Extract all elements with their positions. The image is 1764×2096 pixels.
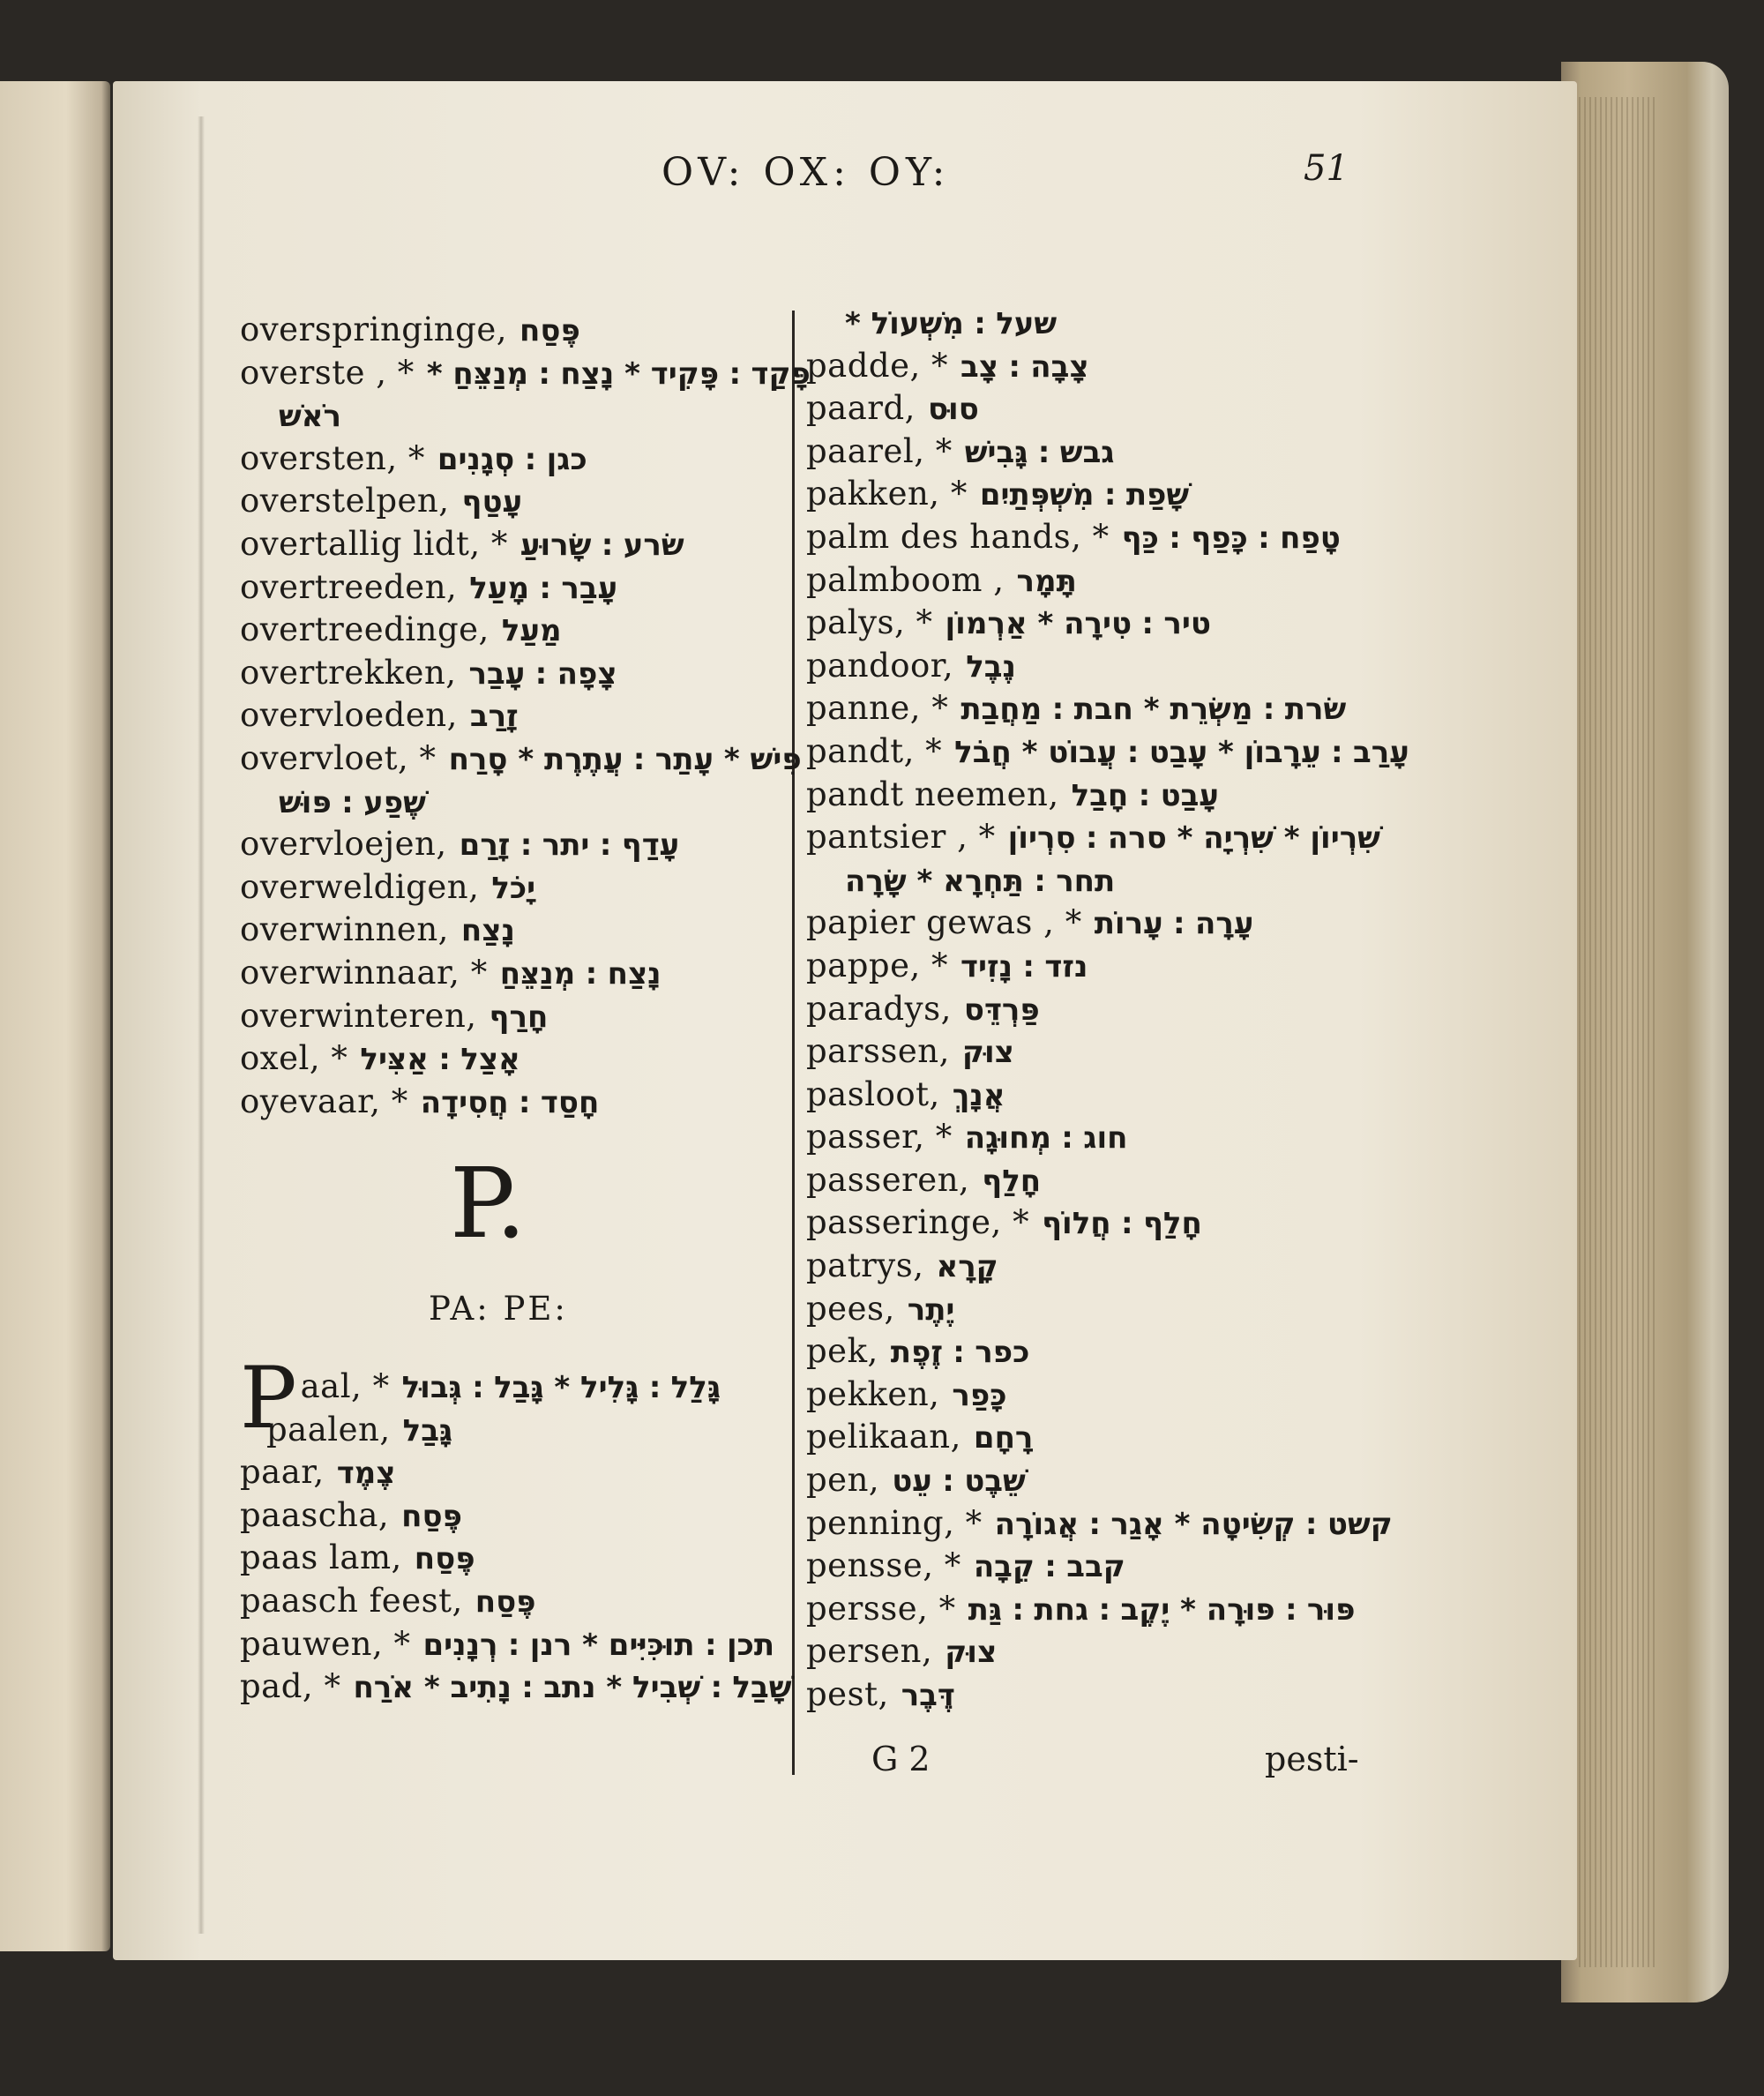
entry-word: pasloot, bbox=[806, 1074, 940, 1113]
entry-hebrew: אָצַל ׃ אַצִּיל bbox=[360, 1042, 520, 1078]
left-column-entries bbox=[240, 309, 811, 1123]
dictionary-entry bbox=[240, 1451, 778, 1494]
dictionary-entry bbox=[240, 866, 778, 910]
entry-hebrew: שִׁרְיוֹן * שִׁרְיָה * סרה ׃ סִרְיוֹן bbox=[1007, 820, 1380, 857]
entry-hebrew: עָרַב ׃ עֵרָבוֹן * עָבַט ׃ עֲבוֹט * חֲבֹל bbox=[954, 734, 1409, 770]
dictionary-entry bbox=[806, 1673, 1353, 1717]
dictionary-entry bbox=[806, 516, 1353, 559]
entry-word: overwinnen, bbox=[240, 910, 449, 949]
entry-hebrew: צוּק bbox=[961, 1035, 1014, 1071]
dictionary-entry bbox=[806, 1459, 1353, 1502]
entry-word: pekken, bbox=[806, 1374, 940, 1413]
dictionary-entry bbox=[806, 1374, 1353, 1417]
dictionary-entry bbox=[806, 902, 1353, 945]
entry-hebrew: סוּס bbox=[927, 392, 979, 428]
entry-word: pees, bbox=[806, 1289, 895, 1328]
dictionary-entry bbox=[806, 1288, 1353, 1331]
dictionary-entry bbox=[240, 694, 778, 737]
column-divider bbox=[792, 311, 795, 1775]
entry-hebrew: עָרָה ׃ עָרוֹת bbox=[1094, 906, 1254, 942]
entry-word: overweldigen, bbox=[240, 867, 480, 906]
page-number: 51 bbox=[1304, 148, 1349, 189]
entry-hebrew: נָצַח bbox=[460, 913, 515, 949]
entry-hebrew: שָׁבַל ׃ שְׁבִיל * נתב ׃ נָתִיב * אֹרַח bbox=[353, 1670, 792, 1706]
entry-hebrew: תחר ׃ תַּחְרָא * שָׂרָה bbox=[845, 863, 1116, 899]
entry-word: overspringinge, bbox=[240, 311, 507, 348]
dictionary-entry bbox=[806, 602, 1353, 645]
dictionary-entry bbox=[240, 394, 778, 438]
entry-word: overtallig lidt, * bbox=[240, 524, 508, 563]
entry-word: overwinteren, bbox=[240, 996, 477, 1035]
entry-hebrew: פֶּסַח bbox=[475, 1583, 536, 1620]
dictionary-entry bbox=[806, 687, 1353, 730]
entry-hebrew: תכן ׃ תוּכִּיִּים * רנן ׃ רְנָנִים bbox=[422, 1627, 775, 1663]
entry-word: pad, * bbox=[240, 1667, 341, 1706]
entry-hebrew: טָפַח ׃ כָּפַף ׃ כַּף bbox=[1121, 520, 1341, 556]
entry-word: passeren, bbox=[806, 1160, 970, 1199]
right-column-entries bbox=[806, 302, 1409, 1717]
section-letter: P. bbox=[450, 1147, 527, 1260]
entry-hebrew: קָרָא bbox=[936, 1249, 998, 1285]
entry-hebrew: רָחָם bbox=[973, 1420, 1034, 1456]
catchword: pesti- bbox=[1265, 1740, 1359, 1778]
entry-word: overstelpen, bbox=[240, 482, 450, 520]
entry-word: pauwen, * bbox=[240, 1624, 411, 1663]
dictionary-entry bbox=[806, 859, 1353, 902]
entry-word: pelikaan, bbox=[806, 1418, 961, 1456]
dictionary-entry bbox=[806, 1588, 1356, 1631]
entry-hebrew: שׂרע ׃ שָׂרוּעַ bbox=[519, 527, 684, 563]
entry-hebrew: צֶמֶד bbox=[336, 1456, 396, 1492]
dictionary-entry bbox=[806, 1330, 1353, 1374]
entry-hebrew: כפר ׃ זֶפֶת bbox=[890, 1335, 1030, 1371]
entry-word: overwinnaar, * bbox=[240, 953, 488, 992]
dictionary-entry bbox=[806, 1245, 1353, 1288]
entry-word: palmboom , bbox=[806, 560, 1005, 599]
dictionary-entry bbox=[240, 1666, 792, 1709]
entry-word: panne, * bbox=[806, 689, 949, 728]
dictionary-entry bbox=[240, 1537, 778, 1580]
entry-word: paradys, bbox=[806, 989, 952, 1028]
entry-hebrew: נָצַח ׃ מְנַצֵּחַ bbox=[499, 955, 662, 992]
entry-hebrew: צָפָה ׃ עָבַר bbox=[468, 655, 617, 692]
entry-hebrew: קבב ׃ קֵבָה bbox=[973, 1549, 1125, 1585]
entry-hebrew: פֶּסַח bbox=[519, 313, 580, 348]
entry-word: palm des hands, * bbox=[806, 517, 1110, 556]
entry-hebrew: טיר ׃ טִירָה * אַרְמוֹן bbox=[945, 606, 1211, 642]
running-header: OV: OX: OY: bbox=[662, 150, 951, 195]
entry-word: pantsier , * bbox=[806, 818, 996, 857]
dictionary-entry bbox=[240, 1409, 778, 1452]
dictionary-entry bbox=[240, 352, 811, 395]
entry-hebrew: גָּלַל ׃ גָּלִיל * גָּבַל ׃ גְּבוּל bbox=[401, 1370, 721, 1405]
entry-hebrew: מַעַל bbox=[501, 613, 562, 649]
entry-hebrew: פָּקַד ׃ פָּקִיד * נָצַח ׃ מְנַצֵּחַ * bbox=[426, 356, 811, 392]
entry-hebrew: זָרַב bbox=[469, 699, 519, 735]
dictionary-entry bbox=[240, 737, 802, 781]
entry-hebrew: קשט ׃ קְשִׂיטָה * אָגַר ׃ אֲגוֹרָה bbox=[994, 1506, 1393, 1542]
entry-word: paas lam, bbox=[240, 1538, 402, 1577]
dictionary-entry bbox=[806, 345, 1353, 388]
gutter-shadow bbox=[198, 116, 205, 1934]
entry-word: persse, * bbox=[806, 1589, 956, 1628]
dictionary-entry bbox=[240, 438, 778, 481]
dictionary-entry bbox=[240, 781, 778, 824]
dictionary-entry bbox=[240, 909, 778, 952]
dictionary-entry bbox=[240, 1580, 778, 1623]
entry-hebrew: פֶּסַח bbox=[401, 1498, 463, 1534]
dictionary-entry bbox=[806, 1116, 1353, 1159]
entry-hebrew: שֵׁבֶט ׃ עֵט bbox=[892, 1463, 1026, 1500]
entry-word: paarel, * bbox=[806, 431, 953, 470]
entry-word: overste , * bbox=[240, 353, 415, 392]
entry-hebrew: גָּבַל bbox=[402, 1412, 453, 1448]
entry-word: pandt, * bbox=[806, 731, 943, 770]
section-subhead: PA: PE: bbox=[429, 1290, 568, 1328]
entry-hebrew: עָבַט ׃ חָבַל bbox=[1071, 777, 1220, 813]
entry-hebrew: פִּישׁ * עָתַר ׃ עֲתֶרֶת * סָרַח bbox=[448, 741, 802, 777]
entry-hebrew: פֶּסַח bbox=[414, 1541, 475, 1577]
dictionary-entry bbox=[806, 1416, 1353, 1459]
entry-word: overvloeden, bbox=[240, 696, 458, 735]
entry-hebrew: פַּרְדֵּס bbox=[963, 992, 1040, 1028]
entry-word: oxel, * bbox=[240, 1039, 348, 1078]
entry-word: overtreedinge, bbox=[240, 610, 490, 649]
entry-hebrew: תָּמָר bbox=[1016, 563, 1077, 599]
dictionary-entry bbox=[806, 774, 1353, 817]
dictionary-entry bbox=[806, 430, 1353, 474]
entry-word: oyevaar, * bbox=[240, 1082, 408, 1120]
entry-word: pappe, * bbox=[806, 946, 949, 984]
dictionary-entry bbox=[806, 945, 1353, 988]
entry-hebrew: דֶּבֶר bbox=[901, 1678, 955, 1713]
left-column-p-entries bbox=[240, 1349, 792, 1709]
entry-hebrew: פּוּר ׃ פּוּרָה * יֶקֶב ׃ גחת ׃ גַּת bbox=[968, 1591, 1356, 1628]
entry-word: pandt neemen, bbox=[806, 775, 1059, 813]
entry-word: paalen, bbox=[266, 1410, 391, 1448]
entry-word: aal, * bbox=[300, 1367, 390, 1405]
entry-hebrew: עָטַף bbox=[461, 484, 523, 520]
dictionary-entry bbox=[806, 1030, 1353, 1074]
dictionary-entry bbox=[240, 1037, 778, 1081]
dictionary-entry bbox=[806, 1502, 1393, 1546]
dictionary-entry bbox=[240, 995, 778, 1038]
entry-word: pen, bbox=[806, 1461, 880, 1500]
entry-hebrew: נזד ׃ נָזִיד bbox=[960, 948, 1088, 984]
entry-hebrew: עָבַר ׃ מָעַל bbox=[469, 570, 618, 606]
entry-hebrew: יָכֹל bbox=[491, 870, 536, 906]
entry-word: papier gewas , * bbox=[806, 903, 1082, 942]
dictionary-entry bbox=[806, 645, 1353, 688]
dictionary-entry bbox=[240, 652, 778, 695]
entry-word: passeringe, * bbox=[806, 1203, 1030, 1242]
entry-word: persen, bbox=[806, 1632, 933, 1671]
dictionary-entry bbox=[806, 1159, 1353, 1202]
entry-word: patrys, bbox=[806, 1246, 924, 1285]
entry-word: overtreeden, bbox=[240, 567, 458, 606]
dictionary-entry bbox=[240, 480, 778, 523]
entry-hebrew: חוג ׃ מְחוּגָה bbox=[964, 1120, 1128, 1157]
entry-word: pek, bbox=[806, 1332, 878, 1371]
entry-hebrew: חָלַף bbox=[982, 1163, 1042, 1199]
entry-hebrew: שָׁפַת ׃ מִשְׁפְּתַיִם bbox=[979, 477, 1190, 513]
entry-word: overtrekken, bbox=[240, 653, 457, 692]
entry-hebrew: עָדַף ׃ יתר ׃ זָרַם bbox=[459, 827, 680, 864]
dictionary-entry bbox=[806, 387, 1353, 430]
entry-hebrew: כָּפַר bbox=[952, 1377, 1007, 1413]
dictionary-entry bbox=[240, 309, 778, 352]
entry-word: paascha, bbox=[240, 1495, 390, 1534]
dictionary-entry bbox=[806, 1074, 1353, 1117]
dictionary-entry bbox=[806, 302, 1353, 345]
entry-hebrew: נֶבֶל bbox=[966, 648, 1016, 685]
drop-cap: P bbox=[240, 1349, 297, 1448]
entry-hebrew: חָסַד ׃ חֲסִידָה bbox=[420, 1084, 600, 1120]
dictionary-entry bbox=[240, 566, 778, 610]
entry-hebrew: חָרַף bbox=[489, 999, 549, 1035]
entry-word: parssen, bbox=[806, 1032, 950, 1071]
signature-mark: G 2 bbox=[871, 1740, 931, 1778]
entry-hebrew: צָבָה ׃ צָב bbox=[960, 348, 1089, 385]
dictionary-entry bbox=[240, 952, 778, 995]
entry-hebrew: רֹאשׁ bbox=[279, 399, 342, 435]
dictionary-entry bbox=[240, 823, 778, 866]
dictionary-entry bbox=[240, 1081, 778, 1124]
entry-word: overvloejen, bbox=[240, 825, 447, 864]
page-edges-texture bbox=[1579, 97, 1658, 1967]
entry-word: paard, bbox=[806, 389, 916, 428]
entry-word: overvloet, * bbox=[240, 738, 437, 777]
entry-word: pest, bbox=[806, 1675, 889, 1713]
entry-word: palys, * bbox=[806, 603, 933, 642]
entry-word: oversten, * bbox=[240, 438, 425, 477]
entry-word: paasch feest, bbox=[240, 1581, 463, 1620]
entry-word: penning, * bbox=[806, 1503, 983, 1542]
entry-word: pandoor, bbox=[806, 646, 954, 685]
entry-hebrew: חָלַף ׃ חֲלוֹף bbox=[1042, 1206, 1202, 1242]
dictionary-entry bbox=[806, 559, 1353, 603]
entry-word: padde, * bbox=[806, 346, 949, 385]
entry-hebrew: צוּק bbox=[945, 1635, 998, 1671]
entry-word: paar, bbox=[240, 1453, 325, 1492]
dictionary-entry bbox=[806, 816, 1380, 859]
facing-page-edge bbox=[0, 81, 110, 1951]
dictionary-entry bbox=[806, 730, 1409, 774]
entry-hebrew: שֶׁפַע ׃ פּוּשׁ bbox=[279, 784, 426, 820]
dictionary-entry bbox=[240, 1494, 778, 1538]
entry-word: passer, * bbox=[806, 1118, 953, 1157]
entry-hebrew: שׂרת ׃ מַשְׂרֵת * חבת ׃ מַחֲבַת bbox=[960, 692, 1347, 728]
entry-hebrew: אֲנָךְ bbox=[952, 1077, 1005, 1113]
entry-hebrew: שעל ׃ מִשְׁעוֹל * bbox=[845, 306, 1058, 341]
entry-word: pakken, * bbox=[806, 475, 968, 513]
dictionary-entry bbox=[806, 1545, 1353, 1588]
dictionary-entry bbox=[240, 523, 778, 566]
dictionary-entry bbox=[806, 473, 1353, 516]
dictionary-entry bbox=[806, 1630, 1353, 1673]
dictionary-entry bbox=[240, 1623, 778, 1666]
dictionary-entry bbox=[240, 609, 778, 652]
entry-hebrew: יֶתֶר bbox=[907, 1291, 955, 1328]
entry-hebrew: כגן ׃ סְגָנִים bbox=[437, 441, 587, 477]
entry-word: pensse, * bbox=[806, 1546, 961, 1585]
entry-hebrew: גבש ׃ גָּבִישׁ bbox=[964, 434, 1115, 470]
dictionary-entry bbox=[806, 988, 1353, 1031]
dictionary-entry bbox=[806, 1201, 1353, 1245]
